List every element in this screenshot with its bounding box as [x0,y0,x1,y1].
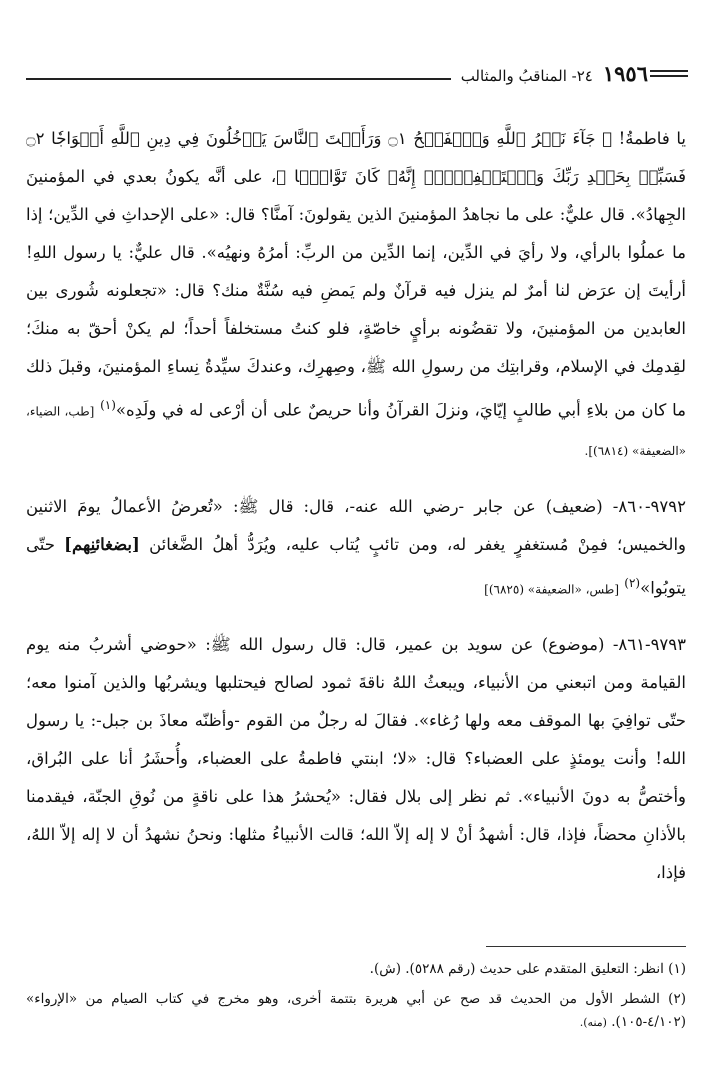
hadith-number: ٩٧٩٣-٨٦١- [612,635,687,654]
hadith-9793 [26,626,686,892]
hadith-continuation [26,120,686,470]
hadith-text: عن جابر -رضي الله عنه-، قال: قال ﷺ: «تُعرضُ الأعمالُ يومَ الاثنين والخميس؛ فمِنْ مُستغفرٍ يغفر له، ومن تائبٍ يُتاب عليه، ويُرَدُّ أهلُ الضَّغائن [26,496,686,554]
bracket-addition: [بضغائنِهم] [64,534,140,554]
footnote-2 [26,988,686,1034]
hadith-text: عن سويد بن عمير، قال: قال رسول الله ﷺ: «حوضي أشربُ منه يوم القيامة ومن اتبعني من الأنبياء، ويبعثُ اللهُ ناقةَ ثمود لصالح فيحتلبها ويشربُها والذين آمنوا معه؛ حتّى توافِيَ بها الموقف معه ولها رُغاء». فقالَ له رجلٌ من القوم -وأظنّه معاذَ بن جبل-: يا رسول الله! وأنت يومئذٍ على العضباء؟ قال: «لا؛ ابنتي فاطمةُ على العضباء، وأُحشَرُ أنا على البُراق، وأختصُّ به دونَ الأنبياء». ثم نظر إلى بلال فقال: «يُحشرُ هذا على ناقةٍ من نُوقِ الجنّة، فيقدمنا بالأذانِ محضاً، فإذا، قال: أشهدُ أنْ لا إله إلاّ الله؛ قالت الأنبياءُ مثلها: ونحنُ نشهدُ أن لا إله إلاّ اللهُ، فإذا، [26,635,686,882]
hadith-9792 [26,488,686,609]
hadith-grade: (موضوع) [541,635,605,654]
footnotes [26,958,686,1041]
footnote-1: (١) انظر: التعليق المتقدم على حديث (رقم ٥٢٨٨). (ش). [369,961,686,977]
page-number: ١٩٥٦ [602,61,648,86]
footnote-divider [486,946,686,947]
footnote-ref-1: (١) [100,398,116,412]
hadith-grade: (ضعيف) [545,496,603,516]
hadith-source: [طس، «الضعيفة» (٦٨٢٥)] [484,582,620,596]
hadith-text: ، على أنَّه يكونُ بعدي في المؤمنينَ الجِهادُ». قال عليٌّ: على ما نجاهدُ المؤمنينَ الذين يقولونَ: آمنَّا؟ قال: «على الإحداثِ في الدِّين؛ إذا ما عملُوا بالرأي، ولا رأيَ في الدِّين، إنما الدِّين من الربِّ: أمرُهُ ونهيُه». قال عليٌّ: يا رسول اللهِ! أرأيتَ إن عرَض لنا أمرٌ لم ينزل فيه قرآنٌ ولم يَمضِ فيه سُنَّةٌ منك؟ قال: «تجعلونه شُورى بين العابدين من المؤمنينَ، ولا تقضُونه برأيٍ خاصّةٍ، فلو كنتُ مستخلفاً أحداً؛ لم يكنْ أحقّ به منكَ؛ لقِدمِك في الإسلام، وقرابتِك من رسولِ الله ﷺ، وصِهرِك، وعندكَ سيِّدةُ نِساءِ المؤمنينَ، وقبلَ ذلك ما كان من بلاءِ أبي طالبٍ إيّايَ، ونزلَ القرآنُ وأنا حريصٌ على أن أرْعى له في ولَدِه» [26,167,686,420]
page-header [26,58,648,84]
main-text [26,120,686,892]
hadith-source: [طب، الضياء، «الضعيفة» (٦٨١٤)]. [26,404,686,458]
header-ornament [650,58,688,84]
section-title: ٢٤- المناقبُ والمثالب [460,67,593,85]
hadith-text-end: حتّى يتوبُوا» [26,534,686,597]
footnote-2-text: (٢) الشطر الأول من الحديث قد صح عن أبي هريرة بتتمة أخرى، وهو مخرج في كتاب الصيام من «الإرواء» (٤/١٠٢-١٠٥). [26,991,686,1030]
footnote-2-tag: (منه). [579,1016,607,1029]
quran-verse: ﴿ جَآءَ نَصۡرُ ٱللَّهِ وَٱلۡفَتۡحُ ۝١ وَرَأَيۡتَ ٱلنَّاسَ يَدۡخُلُونَ فِي دِينِ ٱللَّهِ أَفۡوَاجٗا ۝٢ فَسَبِّحۡ بِحَمۡدِ رَبِّكَ وَٱسۡتَغۡفِرۡهُۚ إِنَّهُۥ كَانَ تَوَّابَۢا ﴾ [26,129,686,186]
footnote-ref-2: (٢) [624,575,641,590]
header-rule [26,78,451,80]
hadith-intro: يا فاطمةُ! [618,129,686,148]
hadith-number: ٩٧٩٢-٨٦٠- [612,496,686,516]
